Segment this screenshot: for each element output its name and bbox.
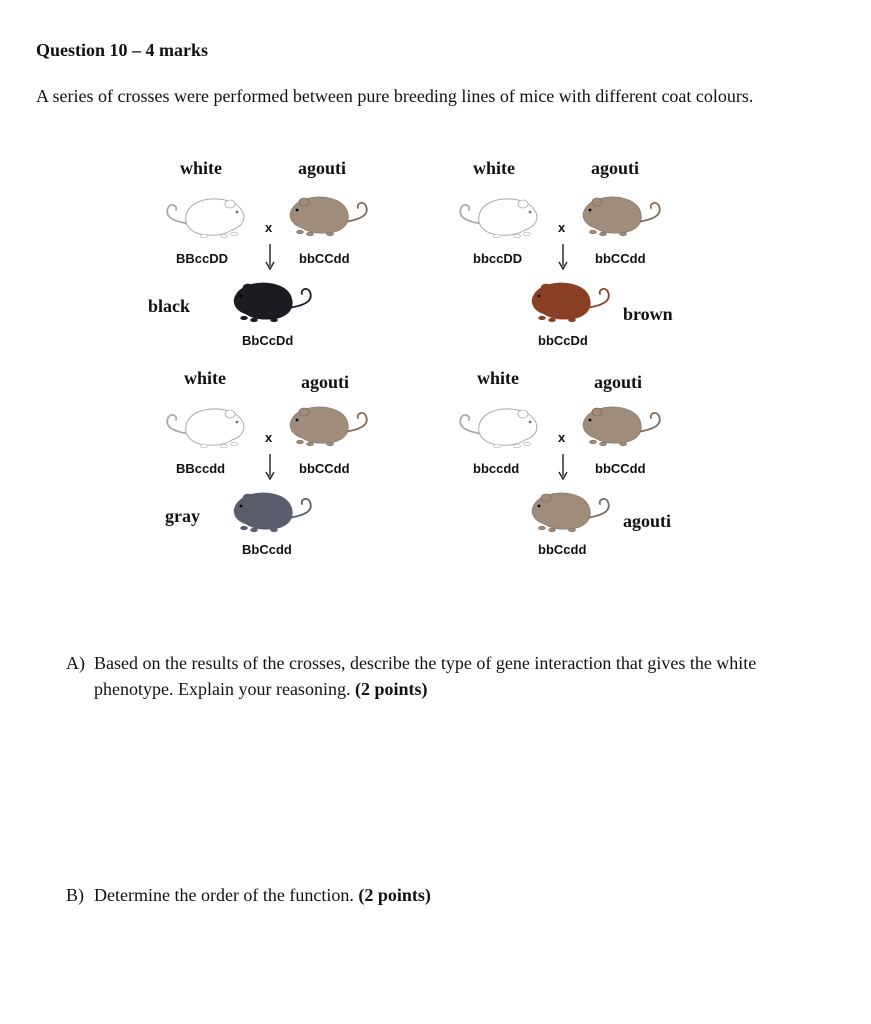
parent2-phenotype-label: agouti — [298, 158, 347, 178]
parent1-genotype-label: BBccDD — [176, 251, 229, 266]
cross-symbol: x — [558, 220, 566, 235]
question-a-prefix: A) — [66, 653, 85, 673]
offspring-genotype-label: bbCcDd — [538, 333, 588, 348]
offspring-phenotype-label: gray — [165, 506, 200, 526]
cross-arrow-icon — [557, 454, 569, 480]
parent1-genotype-label: bbccDD — [473, 251, 523, 266]
question-b-prefix: B) — [66, 885, 84, 905]
parent2-genotype-label: bbCCdd — [299, 251, 350, 266]
intro-text: A series of crosses were performed between pure breeding lines of mice with different coat colours. — [36, 86, 754, 106]
offspring-phenotype-label: black — [148, 296, 191, 316]
offspring-mouse-icon — [230, 276, 316, 328]
parent2-mouse-icon — [579, 400, 665, 452]
parent1-genotype-label: bbccdd — [473, 461, 520, 476]
parent1-phenotype-label: white — [477, 368, 519, 388]
question-a-points: (2 points) — [354, 679, 428, 699]
offspring-mouse-icon — [528, 486, 614, 538]
cross-arrow-icon — [557, 244, 569, 270]
offspring-genotype-label: BbCcDd — [242, 333, 294, 348]
question-b-text: Determine the order of the function. — [94, 885, 354, 905]
parent2-mouse-icon — [579, 190, 665, 242]
cross-arrow-icon — [264, 454, 276, 480]
cross-symbol: x — [265, 430, 273, 445]
question-title: Question 10 – 4 marks — [36, 40, 209, 60]
parent2-mouse-icon — [286, 190, 372, 242]
parent1-genotype-label: BBccdd — [176, 461, 226, 476]
parent2-phenotype-label: agouti — [594, 372, 643, 392]
cross-symbol: x — [265, 220, 273, 235]
question-b — [66, 882, 786, 908]
parent2-genotype-label: bbCCdd — [299, 461, 350, 476]
parent1-mouse-icon — [455, 192, 541, 244]
question-b-points: (2 points) — [358, 885, 431, 905]
parent1-mouse-icon — [162, 402, 248, 454]
parent1-phenotype-label: white — [473, 158, 515, 178]
offspring-genotype-label: BbCcdd — [242, 542, 292, 557]
parent1-phenotype-label: white — [180, 158, 222, 178]
parent2-phenotype-label: agouti — [301, 372, 350, 392]
parent1-mouse-icon — [455, 402, 541, 454]
parent1-mouse-icon — [162, 192, 248, 244]
question-a-text: Based on the results of the crosses, describe the type of gene interaction that gives the white phenotype. Explain your reasoning. — [94, 653, 757, 699]
offspring-phenotype-label: brown — [623, 304, 673, 324]
parent2-mouse-icon — [286, 400, 372, 452]
offspring-mouse-icon — [528, 276, 614, 328]
offspring-mouse-icon — [230, 486, 316, 538]
question-a — [66, 650, 786, 702]
parent2-genotype-label: bbCCdd — [595, 251, 646, 266]
offspring-phenotype-label: agouti — [623, 511, 672, 531]
parent2-phenotype-label: agouti — [591, 158, 640, 178]
offspring-genotype-label: bbCcdd — [538, 542, 587, 557]
cross-symbol: x — [558, 430, 566, 445]
parent2-genotype-label: bbCCdd — [595, 461, 646, 476]
parent1-phenotype-label: white — [184, 368, 226, 388]
cross-arrow-icon — [264, 244, 276, 270]
